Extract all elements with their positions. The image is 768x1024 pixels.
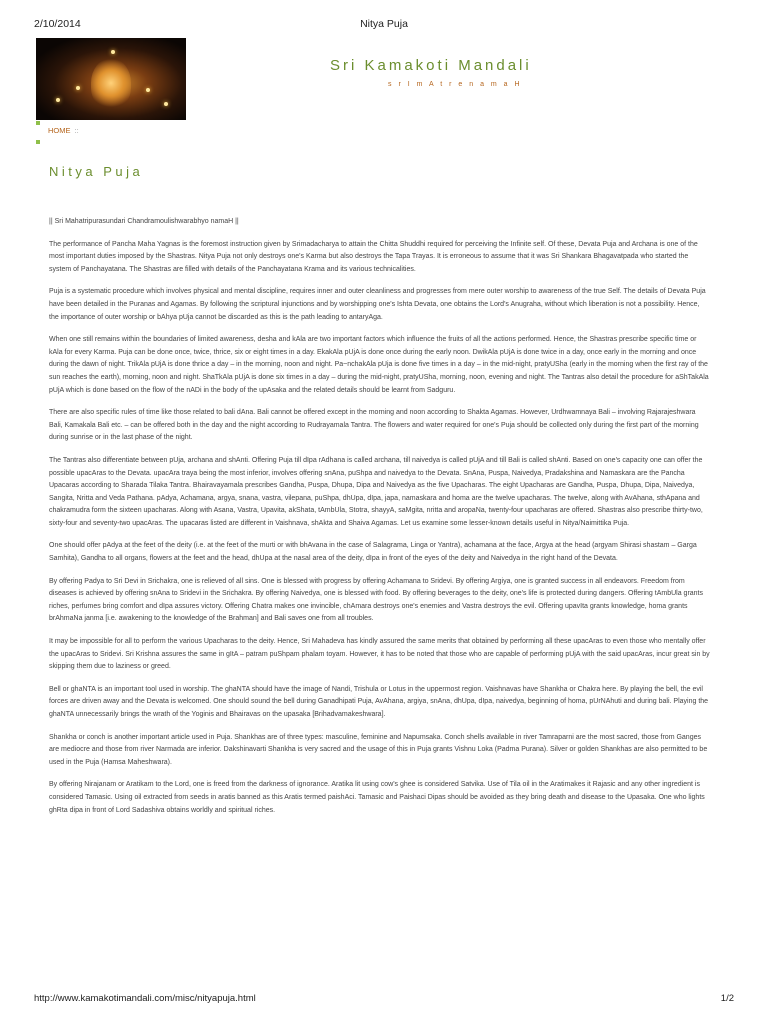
paragraph: One should offer pAdya at the feet of the deity (i.e. at the feet of the murti or with bhAvana in the case of Salagrama, Linga or Yantra), achamana at the face, Argya at the head (argyam Shirasi shastam – Garga Samhita), Gandha to all organs, flowers at the feet and the head, dhUpa at the nasal area of the deity, dIpa in front of the eyes of the deity and Naivedya in the right hand of the Devata.: [49, 542, 697, 563]
article-body: [49, 216, 711, 827]
print-header: [34, 18, 734, 32]
paragraph: The performance of Pancha Maha Yagnas is the foremost instruction given by Srimadacharya to attain the Chitta Shuddhi required for perceiving the Infinite self. Of these, Devata Puja and Archana is one of the most important duties imposed by the Shastras. Nitya Puja not only destroys one's Karma but also destroys the Tapa Trayas. It is erroneous to assume that it was Sri Shankara Bhagavatpada who started the system of Panchayatana. The Shastras are filled with details of the Panchayatana Krama and its various technicalities.: [49, 240, 698, 273]
breadcrumb-separator: ::: [74, 126, 79, 135]
paragraph: Bell or ghaNTA is an important tool used in worship. The ghaNTA should have the image of Nandi, Trishula or Lotus in the uppermost region. Vaishnavas have Shankha or Chakra here. By playing the bell, the evil forces are driven away and the Devata is welcomed. One should sound the bell during Ganadhipati Puja, AvAhana, argiya, snAna, dhUpa, dIpa, naivedya, beginning of homa, pUrNAhuti and during bali. Playing the ghaNTA unnecessarily brings the wrath of the Yoginis and Bhairavas on the upasaka [Brihadvamakeshwara].: [49, 685, 709, 718]
nav-bullet-icon: [36, 140, 40, 144]
lamp-light: [146, 88, 150, 92]
print-title: Nitya Puja: [360, 18, 408, 30]
print-footer: [34, 993, 734, 1007]
print-date: 2/10/2014: [34, 18, 81, 30]
deity-glow: [91, 58, 131, 108]
page-title: Nitya Puja: [49, 164, 144, 179]
page-number: 1/2: [720, 993, 734, 1004]
invocation: || Sri Mahatripurasundari Chandramoulishwarabhyo namaH ||: [49, 218, 239, 225]
paragraph: By offering Nirajanam or Aratikam to the Lord, one is freed from the darkness of ignorance. Aratika lit using cow's ghee is considered Satvika. Use of Tila oil in the Aratimakes it Rajasic and any other ingredient is considered Tamasic. Using oil extracted from seeds in aratis banned as this Aratis termed paishAci. Tamasic and Paishaci Dipas should be avoided as they bring death and disease to the Upasaka. One who lights ghRta dipa in front of Lord Sadashiva obtains worldly and spiritual riches.: [49, 781, 705, 814]
nav-bullet-icon: [36, 121, 40, 125]
paragraph: It may be impossible for all to perform the various Upacharas to the deity. Hence, Sri Mahadeva has kindly assured the same merits that obtained by performing all these upacAras to even those who mentally offer the upacAras to Sridevi. Sri Krishna assures the same in gItA – patram puShpam phalam toyam. However, it has to be noted that those who are capable of performing pUjA with the said upacAras, incur great sin by skipping them due to laziness or greed.: [49, 638, 710, 671]
site-tagline: s r I m A t r e n a m a H: [388, 81, 523, 88]
home-link[interactable]: HOME: [48, 126, 71, 135]
paragraph: The Tantras also differentiate between pUja, archana and shAnti. Offering Puja till dIpa rAdhana is called archana, till naivedya is called pUjA and till Bali is called shAnti. Based on one's capacity one can offer the possible upacAras to the Devata. upacAra traya being the most inferior, involves offering snAna, puShpa and naivedya to the Devata. SnAna, Puspa, Naivedya, Pradakshina and Namaskara are the Pancha Upacaras according to Sharada Tilaka Tantra. Bhairavayamala prescribes Gandha, Puspa, Dhupa, Dipa and Naivedya as the five Upacharas. The eight Upacharas are Gandha, Puspa, Dhupa, Dipa, Naivedya, Sangita, Nritta and Veda Pathana. pAdya, Achamana, argya, snana, vastra, vilepana, puShpa, dhUpa, dIpa, japa, namaskara and homa are the twelve upacharas. The twelve, along with AvAhana, sthApana and chakramudra form the sixteen upacharas. Along with Asana, Vastra, Upavita, akShata, tAmbUla, Stotra, shayyA, saMgita, nritta and aropaNa, twenty-four upacharas are offered. Shastras also prescribe thirty-two, sixty-four and seventy-two upacAras. The upacaras listed are different in Vaishnava, shAkta and Shaiva Agamas. Let us examine some lesser-known details useful in Nitya/Naimittika Puja.: [49, 456, 703, 527]
paragraph: By offering Padya to Sri Devi in Srichakra, one is relieved of all sins. One is blessed with progress by offering Achamana to Sridevi. By offering Argiya, one is granted success in all endeavors. Freedom from diseases is achieved by offering snAna to Sridevi in the Srichakra. By offering Naivedya, one is blessed with food. By offering beverages to the deity, one's life is protected during dangers. Offering tAmbUla grants riches, perfumes bring comfort and dIpa assures victory. Offering Chatra makes one invincible, chAmara destroys one's enemies and Vastra destroys the evil. Offering upavIta grants knowledge, homa grants brAhmaNa janma [i.e. awakening to the knowledge of the Brahman] and Bali saves one from all troubles.: [49, 577, 704, 623]
lamp-light: [76, 86, 80, 90]
paragraph: Shankha or conch is another important article used in Puja. Shankhas are of three types: masculine, feminine and Napumsaka. Conch shells available in river Tamraparni are the most sacred, those from Ganges are mediocre and those from river Narmada are inferior. Dakshinavarti Shankha is very sacred and the usage of this in Puja grants Vishnu Loka (Padma Purana). Silver or golden Shankhas are also permitted to be used in the Puja (Hamsa Maheshwara).: [49, 733, 708, 766]
breadcrumb: [48, 126, 79, 135]
lamp-light: [164, 102, 168, 106]
temple-banner-image: [36, 38, 186, 120]
paragraph: When one still remains within the boundaries of limited awareness, desha and kAla are two important factors which influence the fruits of all the actions performed. Hence, the Shastras prescribe specific time or kAla for every Karma. Puja can be done once, twice, thrice, six or eight times in a day. EkakAla pUjA is done once during the early noon. DwikAla pUjA is done twice in a day, once early in the morning and once during the dawn of night. TrikAla pUjA is done thrice a day – in the morning, noon and night. Pa~nchakAla pUja is done five times in a day – in the mid-night, pratyUSha (early in the morning when the first ray of the sun reaches the earth), morning, noon and night. ShaTkAla pUjA is done six times in a day – during the mid-night, pratyUSha, morning, noon, evening and night. The Tantras also detail the procedure for aShTakAla pUjA which is done based on the flow of the nADi in the body of the upAsaka and the related details should be learnt from Sadguru.: [49, 336, 709, 394]
site-title: Sri Kamakoti Mandali: [330, 57, 532, 74]
page-url: http://www.kamakotimandali.com/misc/nityapuja.html: [34, 993, 256, 1004]
lamp-light: [111, 50, 115, 54]
paragraph: Puja is a systematic procedure which involves physical and mental discipline, requires inner and outer cleanliness and progresses from mere outer worship to awareness of the true Self. The details of Devata Puja have been detailed in the Puranas and Agamas. By following the scriptural injunctions and by worshipping one's Ishta Devata, one obtains the Lord's Anugraha, without which liberation is not a possibility. Hence, the importance of outer worship or bAhya pUja cannot be discarded as this is the path leading to antaryAga.: [49, 288, 706, 321]
lamp-light: [56, 98, 60, 102]
paragraph: There are also specific rules of time like those related to bali dAna. Bali cannot be offered except in the morning and noon according to Shakta Agamas. However, Urdhwamnaya Bali – involving Rajarajeshwara Bali, Kamakala Bali etc. – can be offered both in the day and the night according to Rudrayamala Tantra. The flowers and water required for one's Puja should be collected only during the first part of the morning during sunrise or in the last phase of the night.: [49, 409, 699, 442]
